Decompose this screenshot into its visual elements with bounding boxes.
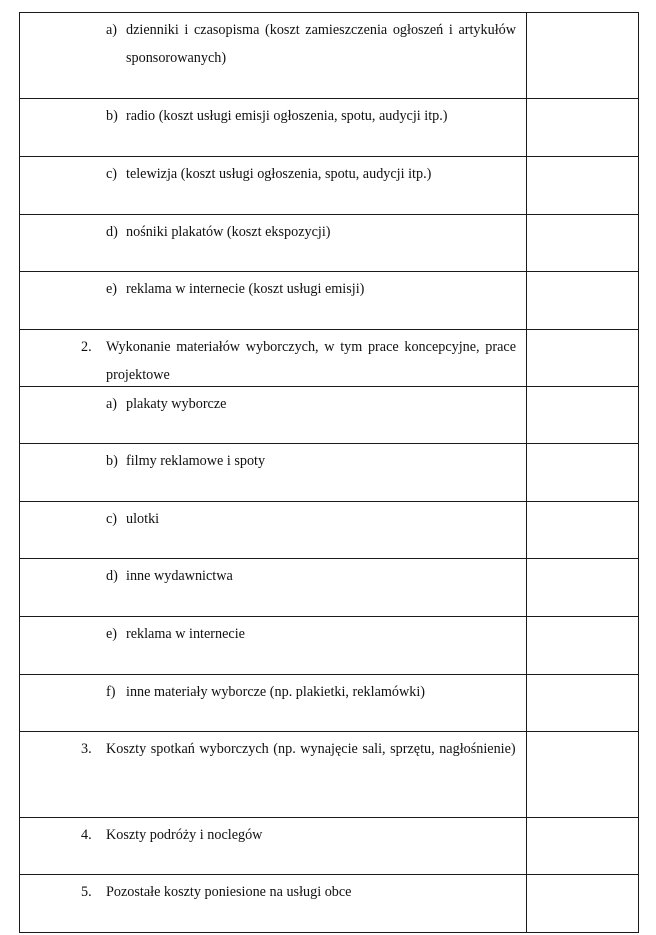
row-marker: 3. — [81, 741, 92, 757]
row-marker: c) — [106, 511, 118, 527]
table-row — [20, 444, 639, 502]
row-label: reklama w internecie (koszt usługi emisji) — [126, 281, 365, 297]
row-amount-cell[interactable] — [527, 732, 639, 818]
row-description-cell — [20, 387, 527, 444]
row-description-cell — [20, 502, 527, 559]
row-marker: e) — [106, 626, 118, 642]
row-description-cell — [20, 444, 527, 502]
row-marker: d) — [106, 224, 118, 240]
row-marker: 2. — [81, 339, 92, 355]
row-label: dzienniki i czasopisma (koszt zamieszczenia ogłoszeń i artykułów sponsorowanych) — [126, 22, 516, 66]
row-description-cell — [20, 272, 527, 330]
row-marker: b) — [106, 453, 118, 469]
row-label: inne wydawnictwa — [126, 568, 233, 584]
row-amount-cell[interactable] — [527, 13, 639, 99]
row-amount-cell[interactable] — [527, 99, 639, 157]
row-amount-cell[interactable] — [527, 559, 639, 617]
row-marker: a) — [106, 22, 118, 38]
row-amount-cell[interactable] — [527, 875, 639, 933]
row-description-cell — [20, 99, 527, 157]
row-description-cell — [20, 13, 527, 99]
row-amount-cell[interactable] — [527, 818, 639, 875]
row-description-cell — [20, 157, 527, 215]
row-amount-cell[interactable] — [527, 444, 639, 502]
row-label: Koszty spotkań wyborczych (np. wynajęcie sali, sprzętu, nagłośnienie) — [106, 741, 516, 757]
row-amount-cell[interactable] — [527, 502, 639, 559]
row-label: reklama w internecie — [126, 626, 245, 642]
table-row — [20, 157, 639, 215]
row-label: filmy reklamowe i spoty — [126, 453, 266, 469]
row-description-cell — [20, 875, 527, 933]
row-description-cell — [20, 617, 527, 675]
row-amount-cell[interactable] — [527, 157, 639, 215]
row-marker: 4. — [81, 827, 92, 843]
row-amount-cell[interactable] — [527, 617, 639, 675]
row-marker: f) — [106, 684, 116, 700]
row-amount-cell[interactable] — [527, 215, 639, 272]
row-amount-cell[interactable] — [527, 330, 639, 387]
row-description-cell — [20, 818, 527, 875]
row-marker: 5. — [81, 884, 92, 900]
row-label: telewizja (koszt usługi ogłoszenia, spotu, audycji itp.) — [126, 166, 432, 182]
table-row — [20, 675, 639, 732]
expense-table — [19, 12, 639, 933]
row-description-cell — [20, 732, 527, 818]
table-row — [20, 387, 639, 444]
table-row — [20, 215, 639, 272]
row-label: inne materiały wyborcze (np. plakietki, reklamówki) — [126, 684, 426, 700]
row-marker: b) — [106, 108, 118, 124]
row-label: Koszty podróży i noclegów — [106, 827, 263, 843]
table-row — [20, 875, 639, 933]
row-description-cell — [20, 675, 527, 732]
row-label: nośniki plakatów (koszt ekspozycji) — [126, 224, 331, 240]
row-label: plakaty wyborcze — [126, 396, 227, 412]
table-row — [20, 732, 639, 818]
table-row — [20, 559, 639, 617]
row-amount-cell[interactable] — [527, 387, 639, 444]
row-marker: c) — [106, 166, 118, 182]
table-row — [20, 617, 639, 675]
table-row — [20, 272, 639, 330]
row-marker: a) — [106, 396, 118, 412]
table-row — [20, 502, 639, 559]
row-label: radio (koszt usługi emisji ogłoszenia, spotu, audycji itp.) — [126, 108, 448, 124]
table-row — [20, 330, 639, 387]
row-label: ulotki — [126, 511, 160, 527]
row-label: Wykonanie materiałów wyborczych, w tym prace koncepcyjne, prace projektowe — [106, 339, 516, 383]
row-description-cell — [20, 559, 527, 617]
row-label: Pozostałe koszty poniesione na usługi obce — [106, 884, 352, 900]
row-marker: e) — [106, 281, 118, 297]
row-marker: d) — [106, 568, 118, 584]
row-amount-cell[interactable] — [527, 675, 639, 732]
row-amount-cell[interactable] — [527, 272, 639, 330]
table-row — [20, 818, 639, 875]
table-row — [20, 99, 639, 157]
row-description-cell — [20, 330, 527, 387]
table-row — [20, 13, 639, 99]
row-description-cell — [20, 215, 527, 272]
